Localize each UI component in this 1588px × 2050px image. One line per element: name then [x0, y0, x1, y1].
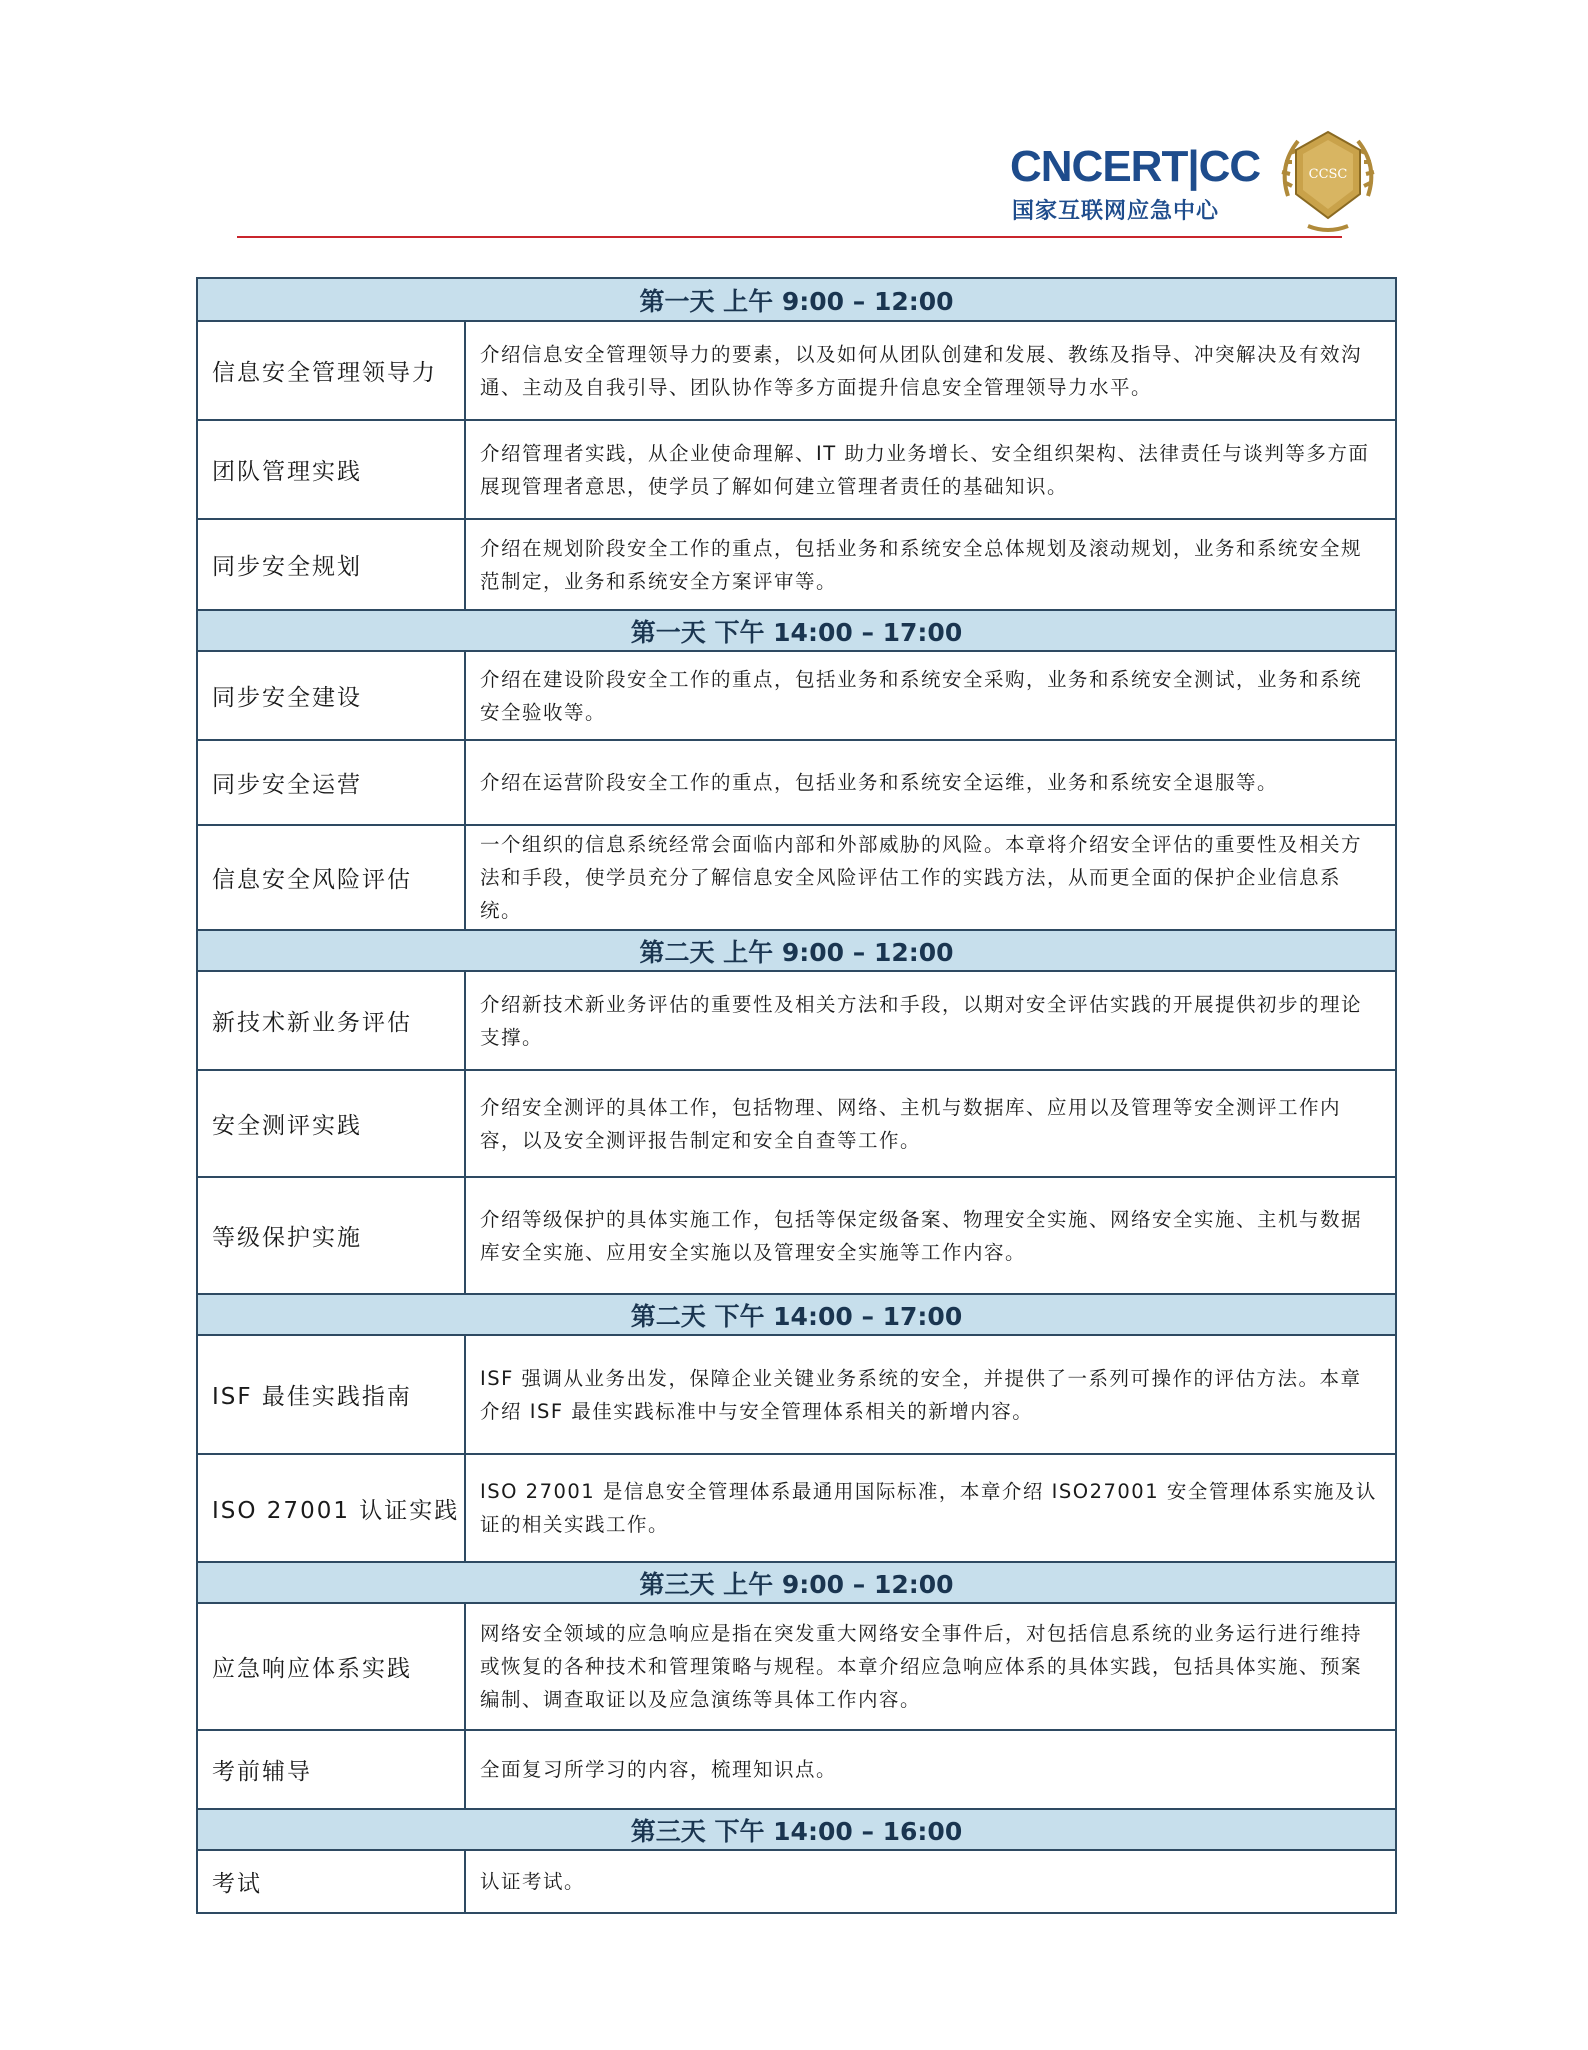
course-row [198, 739, 1395, 824]
course-description: 介绍在建设阶段安全工作的重点，包括业务和系统安全采购，业务和系统安全测试，业务和系统安全验收等。 [480, 667, 1363, 724]
course-row [198, 419, 1395, 518]
logo-subtitle: 国家互联网应急中心 [1012, 199, 1220, 224]
course-name: 同步安全运营 [198, 741, 466, 824]
course-name: 考前辅导 [198, 1731, 466, 1808]
course-name: ISF 最佳实践指南 [198, 1336, 466, 1453]
session-header [198, 279, 1395, 320]
course-name: 安全测评实践 [198, 1071, 466, 1176]
session-title: 第三天 下午 14:00 – 16:00 [630, 1816, 963, 1846]
course-description: ISF 强调从业务出发，保障企业关键业务系统的安全，并提供了一系列可操作的评估方法。本章介绍 ISF 最佳实践标准中与安全管理体系相关的新增内容。 [480, 1366, 1362, 1423]
session-header [198, 1293, 1395, 1334]
course-name: 同步安全建设 [198, 652, 466, 739]
ccsc-seal-icon [1268, 126, 1388, 236]
course-description: 网络安全领域的应急响应是指在突发重大网络安全事件后，对包括信息系统的业务运行进行维持或恢复的各种技术和管理策略与规程。本章介绍应急响应体系的具体实践，包括具体实施、预案编制、调查取证以及应急演练等具体工作内容。 [480, 1622, 1363, 1711]
session-title: 第二天 下午 14:00 – 17:00 [630, 1301, 963, 1331]
session-title: 第三天 上午 9:00 – 12:00 [639, 1569, 954, 1599]
course-row [198, 1602, 1395, 1729]
course-description: 全面复习所学习的内容，梳理知识点。 [480, 1758, 838, 1781]
course-row [198, 1176, 1395, 1293]
course-description: 认证考试。 [480, 1870, 586, 1893]
svg-text:CCSC: CCSC [1308, 167, 1348, 182]
header-divider [237, 236, 1342, 238]
course-row [198, 518, 1395, 609]
course-name: 应急响应体系实践 [198, 1604, 466, 1729]
course-name: ISO 27001 认证实践 [198, 1455, 466, 1561]
course-row [198, 970, 1395, 1069]
course-name: 新技术新业务评估 [198, 972, 466, 1069]
course-row [198, 650, 1395, 739]
course-description: 介绍管理者实践，从企业使命理解、IT 助力业务增长、安全组织架构、法律责任与谈判等多方面展现管理者意思，使学员了解如何建立管理者责任的基础知识。 [480, 441, 1370, 498]
course-description: 介绍信息安全管理领导力的要素，以及如何从团队创建和发展、教练及指导、冲突解决及有效沟通、主动及自我引导、团队协作等多方面提升信息安全管理领导力水平。 [480, 342, 1363, 399]
course-name: 信息安全管理领导力 [198, 322, 466, 419]
course-name: 等级保护实施 [198, 1178, 466, 1293]
course-row [198, 1334, 1395, 1453]
course-description: 介绍等级保护的具体实施工作，包括等保定级备案、物理安全实施、网络安全实施、主机与数据库安全实施、应用安全实施以及管理安全实施等工作内容。 [480, 1207, 1363, 1264]
session-header [198, 609, 1395, 650]
course-row [198, 320, 1395, 419]
logo-text: CNCERT|CC [1010, 142, 1261, 191]
course-description: 介绍安全测评的具体工作，包括物理、网络、主机与数据库、应用以及管理等安全测评工作内容，以及安全测评报告制定和安全自查等工作。 [480, 1095, 1342, 1152]
course-row [198, 1849, 1395, 1912]
course-description: 介绍新技术新业务评估的重要性及相关方法和手段，以期对安全评估实践的开展提供初步的理论支撑。 [480, 992, 1363, 1049]
course-schedule-table [196, 277, 1397, 1914]
course-name: 信息安全风险评估 [198, 826, 466, 929]
session-header [198, 1808, 1395, 1849]
course-row [198, 1729, 1395, 1808]
course-name: 考试 [198, 1851, 466, 1912]
course-row [198, 824, 1395, 929]
session-header [198, 1561, 1395, 1602]
course-description: ISO 27001 是信息安全管理体系最通用国际标准，本章介绍 ISO27001 安全管理体系实施及认证的相关实践工作。 [480, 1480, 1377, 1536]
page-header [0, 0, 1588, 240]
session-header [198, 929, 1395, 970]
session-title: 第一天 下午 14:00 – 17:00 [630, 617, 963, 647]
course-description: 介绍在规划阶段安全工作的重点，包括业务和系统安全总体规划及滚动规划，业务和系统安全规范制定，业务和系统安全方案评审等。 [480, 536, 1363, 593]
course-description: 介绍在运营阶段安全工作的重点，包括业务和系统安全运维，业务和系统安全退服等。 [480, 771, 1279, 794]
session-title: 第一天 上午 9:00 – 12:00 [639, 286, 954, 316]
course-row [198, 1069, 1395, 1176]
session-title: 第二天 上午 9:00 – 12:00 [639, 937, 954, 967]
course-row [198, 1453, 1395, 1561]
course-name: 同步安全规划 [198, 520, 466, 609]
cncert-logo [1010, 132, 1390, 232]
course-description: 一个组织的信息系统经常会面临内部和外部威胁的风险。本章将介绍安全评估的重要性及相关方法和手段，使学员充分了解信息安全风险评估工作的实践方法，从而更全面的保护企业信息系统。 [480, 833, 1363, 922]
course-name: 团队管理实践 [198, 421, 466, 518]
